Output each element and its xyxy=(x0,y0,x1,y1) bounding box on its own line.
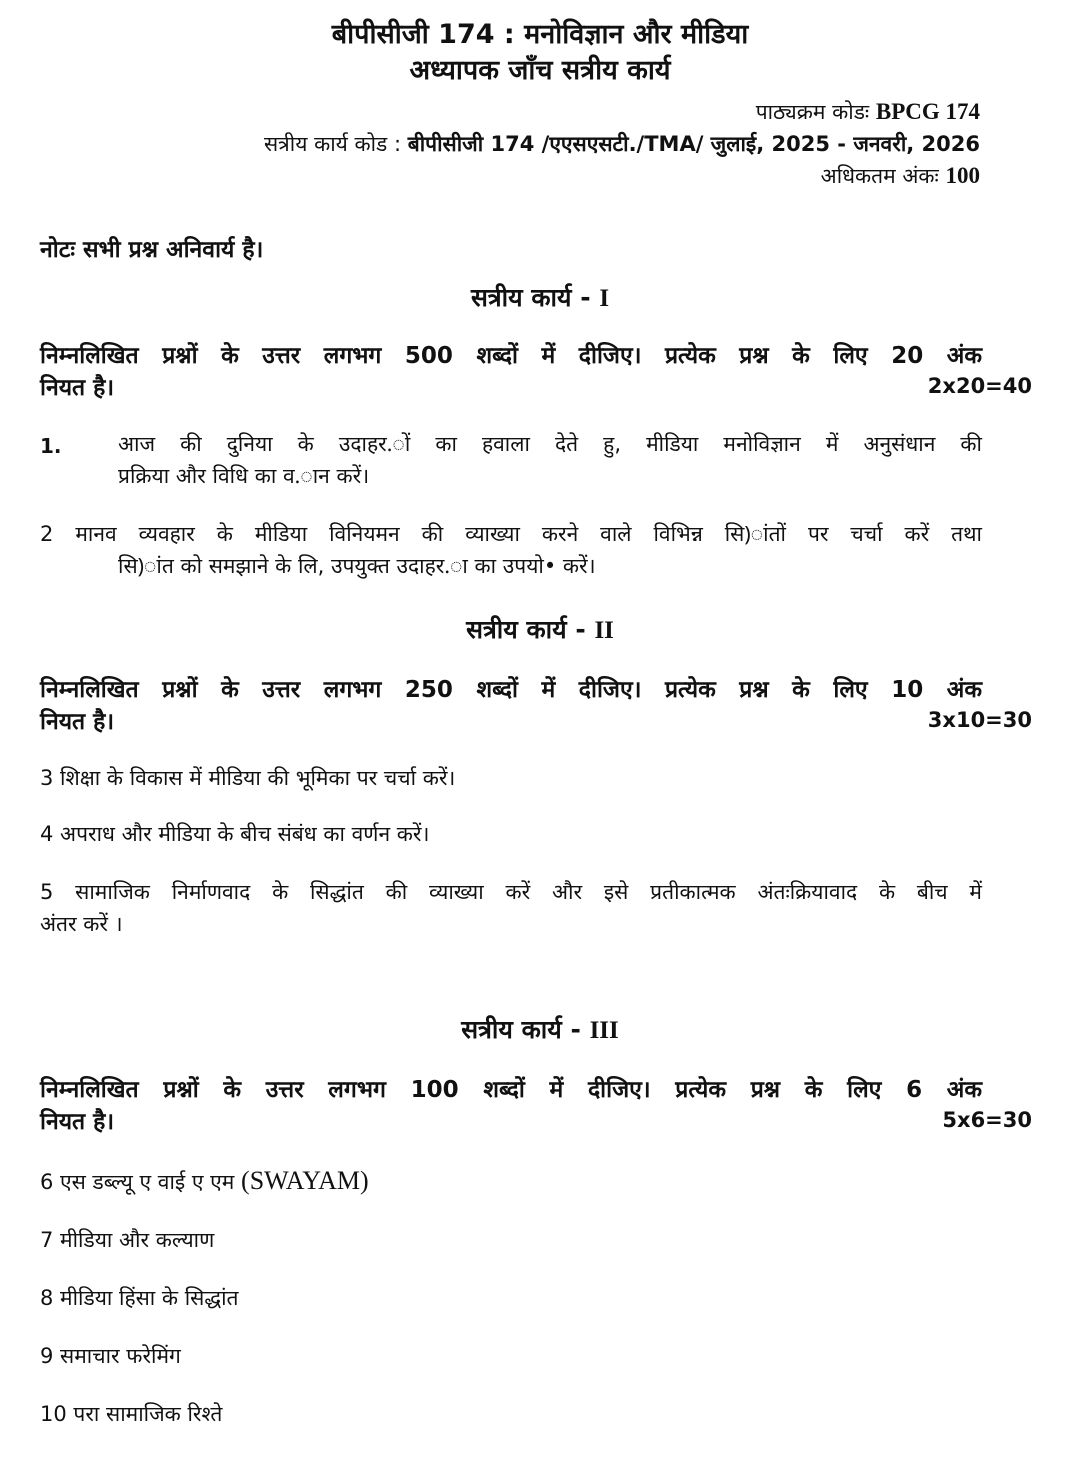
course-code-label: पाठ्यक्रम कोडः xyxy=(755,100,870,124)
document-subtitle: अध्यापक जाँच सत्रीय कार्य xyxy=(409,55,671,86)
question-6 xyxy=(40,1166,369,1196)
question-1-number: 1. xyxy=(40,434,62,458)
section-roman-numeral: I xyxy=(599,285,610,312)
question-6-abbrev: (SWAYAM) xyxy=(241,1166,369,1195)
question-2: 2 मानव व्यवहार के मीडिया विनियमन की व्याख्या करने वाले विभिन्न सि)ांतों पर चर्चा करें तथा xyxy=(40,522,982,546)
question-10: 10 परा सामाजिक रिश्ते xyxy=(40,1402,223,1426)
section-roman-numeral: III xyxy=(589,1017,619,1044)
section-heading-1 xyxy=(0,280,1080,314)
section-2-marks: 3x10=30 xyxy=(927,708,1032,732)
question-2-cont: सि)ांत को समझाने के लि, उपयुक्त उदाहर.ा का उपयो• करें। xyxy=(118,554,596,578)
section-3-instruction-cont: नियत है। xyxy=(40,1109,115,1135)
question-7: 7 मीडिया और कल्याण xyxy=(40,1228,215,1252)
section-heading-label: सत्रीय कार्य - xyxy=(461,1015,581,1044)
general-note: नोटः सभी प्रश्न अनिवार्य है। xyxy=(40,237,264,263)
section-3-instruction: निम्नलिखित प्रश्नों के उत्तर लगभग 100 शब्दों में दीजिए। प्रत्येक प्रश्न के लिए 6 अंक xyxy=(40,1077,982,1103)
question-5: 5 सामाजिक निर्माणवाद के सिद्धांत की व्याख्या करें और इसे प्रतीकात्मक अंतःक्रियावाद के बीच में xyxy=(40,880,982,904)
section-roman-numeral: II xyxy=(594,617,614,644)
section-2-instruction-cont: नियत है। xyxy=(40,709,115,735)
max-marks: 100 xyxy=(945,163,980,188)
course-code-row xyxy=(756,98,980,126)
assignment-code-row xyxy=(264,130,980,158)
assignment-code: बीपीसीजी 174 /एएसएसटी./TMA/ जुलाई, 2025 - जनवरी, 2026 xyxy=(407,132,980,156)
course-code: BPCG 174 xyxy=(875,99,980,124)
question-9: 9 समाचार फरेमिंग xyxy=(40,1344,181,1368)
section-heading-3 xyxy=(0,1012,1080,1046)
question-1-cont: प्रक्रिया और विधि का व.ान करें। xyxy=(118,464,370,488)
assignment-code-label: सत्रीय कार्य कोड : xyxy=(263,132,402,156)
section-heading-label: सत्रीय कार्य - xyxy=(470,283,591,312)
question-8: 8 मीडिया हिंसा के सिद्धांत xyxy=(40,1286,239,1310)
max-marks-row xyxy=(821,162,980,190)
question-4: 4 अपराध और मीडिया के बीच संबंध का वर्णन करें। xyxy=(40,822,430,846)
section-1-instruction-cont: नियत है। xyxy=(40,375,115,401)
document-title: बीपीसीजी 174 : मनोविज्ञान और मीडिया xyxy=(331,19,749,50)
question-5-cont: अंतर करें । xyxy=(40,912,123,936)
section-heading-label: सत्रीय कार्य - xyxy=(466,615,586,644)
section-2-instruction: निम्नलिखित प्रश्नों के उत्तर लगभग 250 शब्दों में दीजिए। प्रत्येक प्रश्न के लिए 10 अंक xyxy=(40,677,982,703)
section-1-instruction: निम्नलिखित प्रश्नों के उत्तर लगभग 500 शब्दों में दीजिए। प्रत्येक प्रश्न के लिए 20 अंक xyxy=(40,343,982,369)
max-marks-label: अधिकतम अंकः xyxy=(820,164,939,188)
question-6-text: 6 एस डब्ल्यू ए वाई ए एम xyxy=(40,1170,235,1194)
section-1-marks: 2x20=40 xyxy=(927,374,1032,398)
question-1: आज की दुनिया के उदाहर.ों का हवाला देते हु, मीडिया मनोविज्ञान में अनुसंधान की xyxy=(118,432,982,456)
question-3: 3 शिक्षा के विकास में मीडिया की भूमिका पर चर्चा करें। xyxy=(40,766,456,790)
section-heading-2 xyxy=(0,612,1080,646)
section-3-marks: 5x6=30 xyxy=(942,1108,1032,1132)
